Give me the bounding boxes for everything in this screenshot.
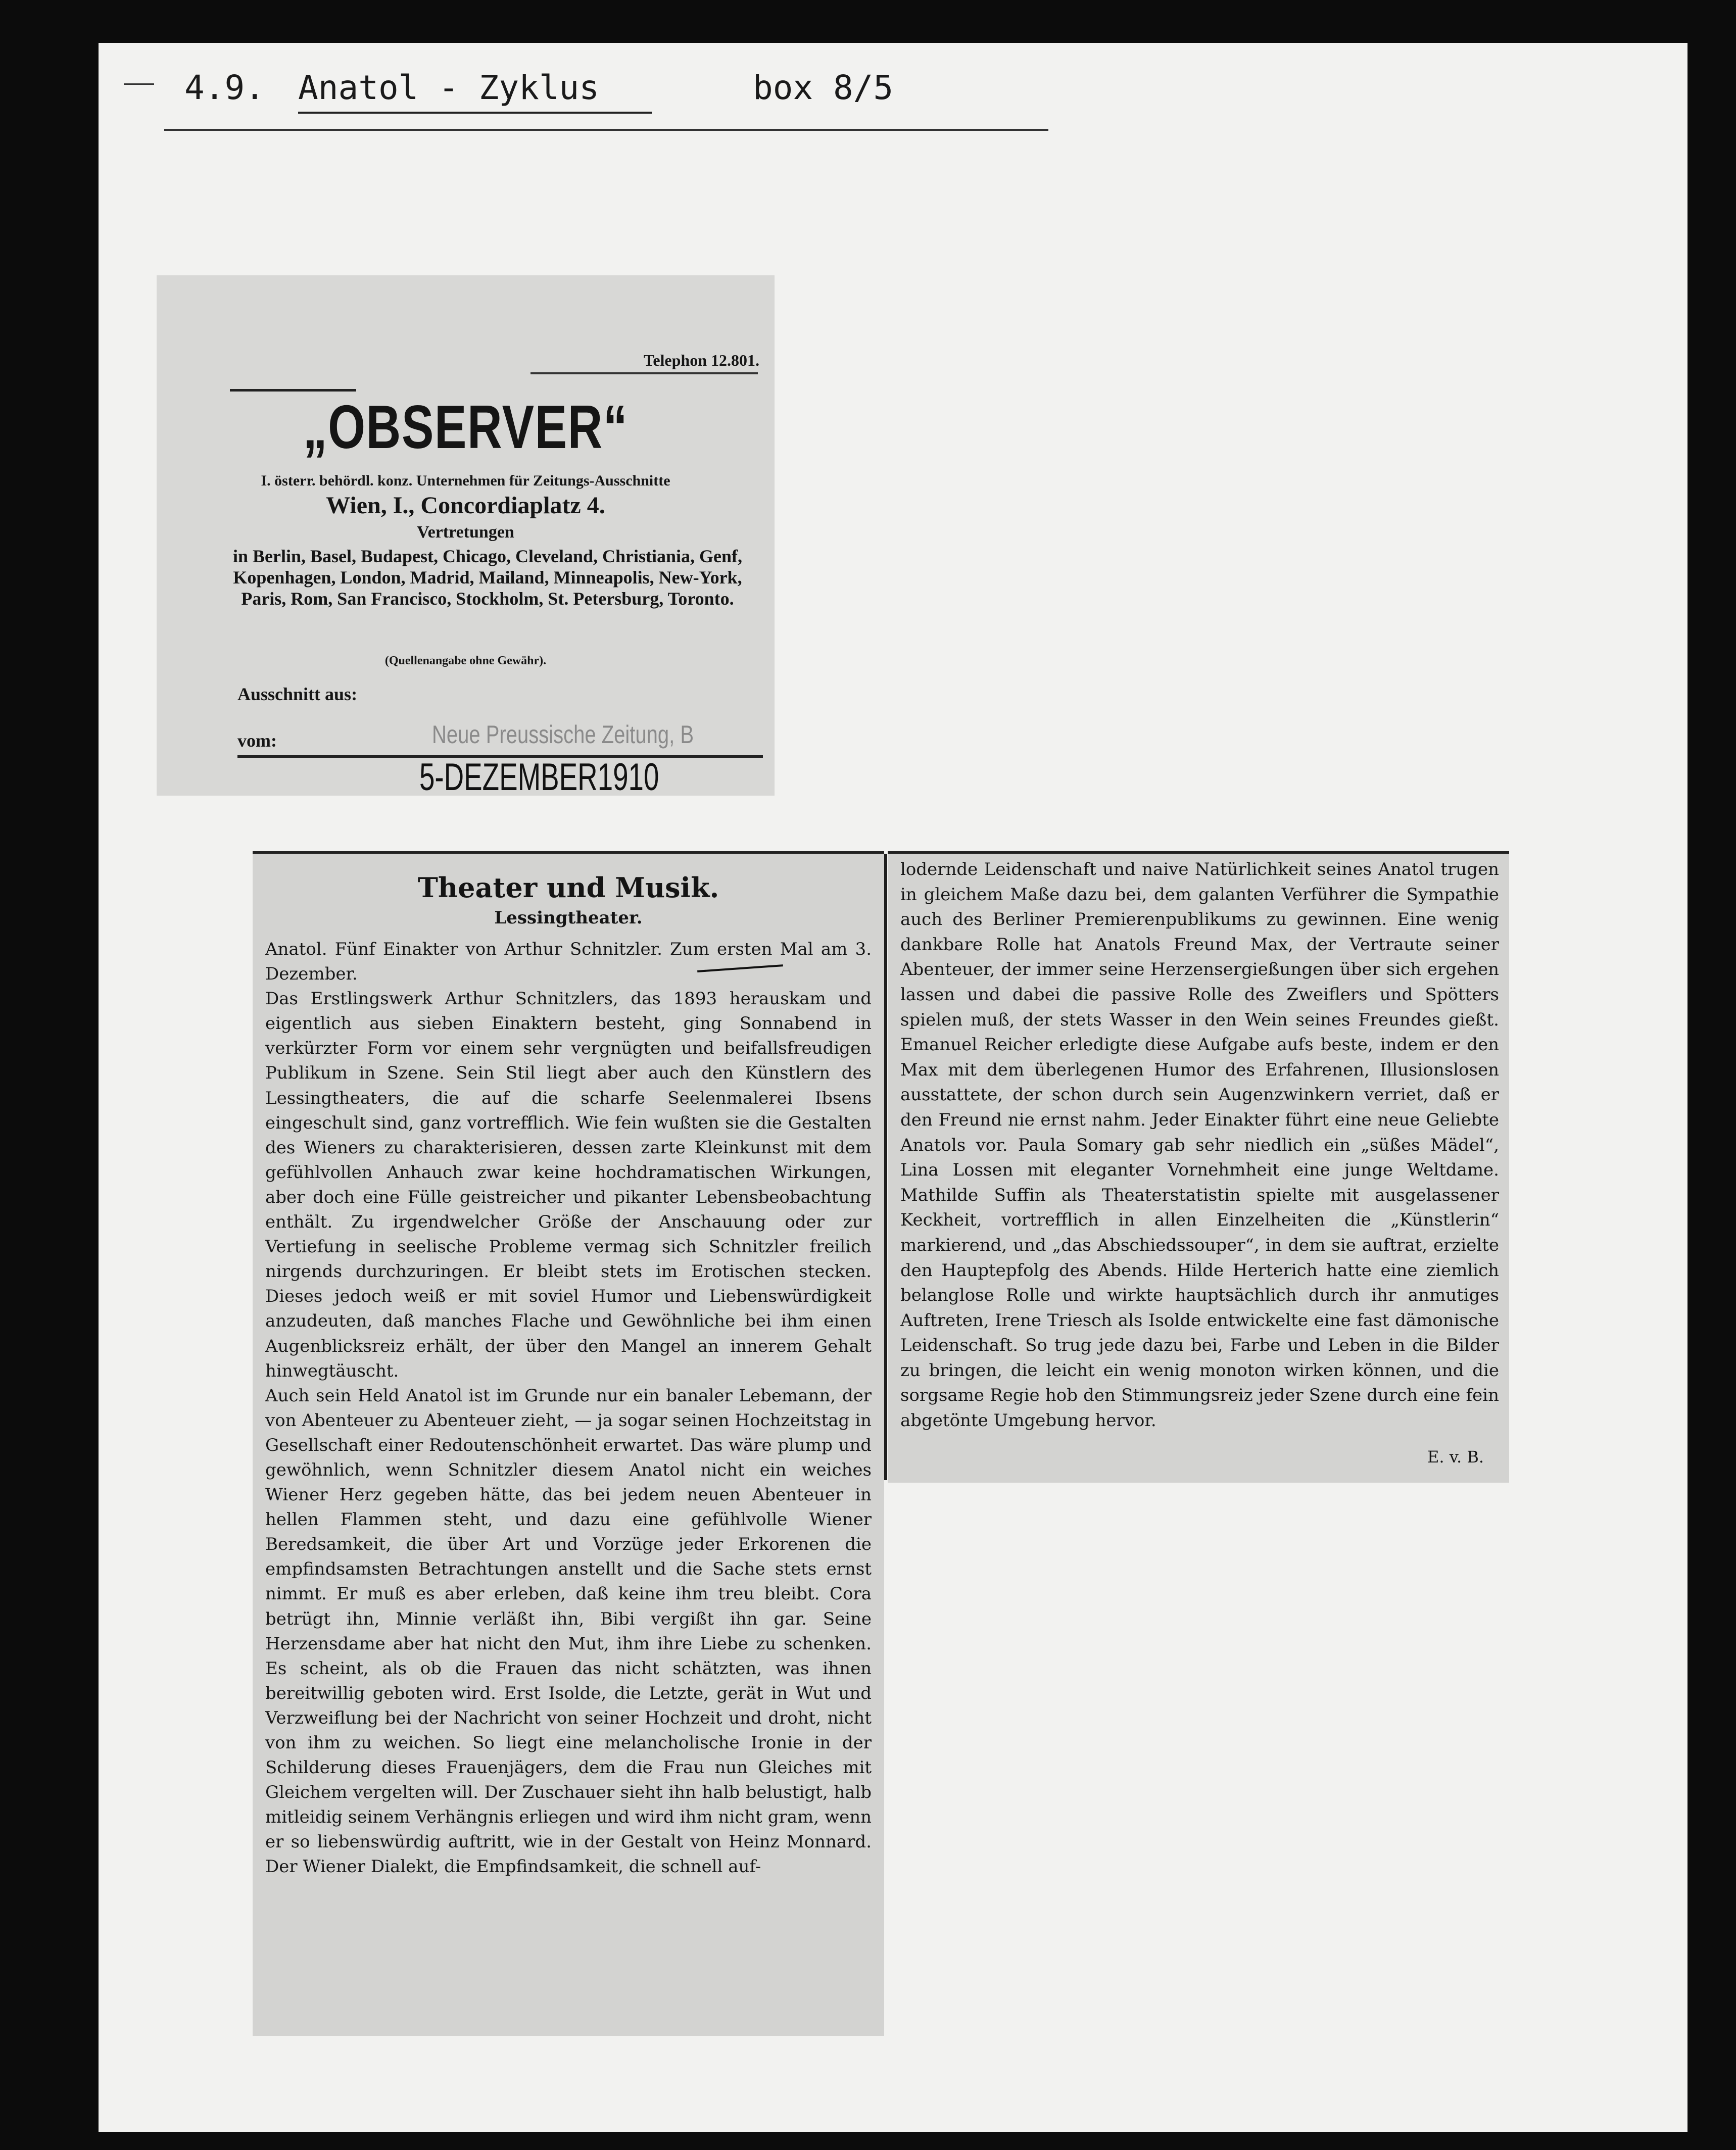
observer-description: I. österr. behördl. konz. Unternehmen für Zeitungs-Ausschnitte [261,472,670,489]
title-underline [298,112,652,114]
article-heading: Theater und Musik. [417,871,719,904]
article-text-column-1: Anatol. Fünf Einakter von Arthur Schnitzler. Zum ersten Mal am 3. Dezember. Das Erstlingswerk Arthur Schnitzlers, das 1893 herauskam und eigentlich aus sieben Einaktern besteht, ging Sonnabend in verkürzter Form vor einem sehr vergnügten und beifallsfreudigen Publikum in Szene. Sein Stil liegt aber auch den Künstlern des Lessingtheaters, die auf die scharfe Seelenmalerei Ibsens eingeschult sind, ganz vortrefflich. Wie fein wußten sie die Gestalten des Wieners zu charakterisieren, dessen zarte Kleinkunst mit dem gefühlvollen Anhauch zwar keine hochdramatischen Wirkungen, aber doch eine Fülle geistreicher und pikanter Lebensbeobachtung enthält. Zu irgendwelcher Größe der Anschauung oder zur Vertiefung in seelische Probleme vermag sich Schnitzler freilich nirgends durchzuringen. Er bleibt stets im Erotischen stecken. Dieses jedoch weiß er mit soviel Humor und Liebenswürdigkeit anzudeuten, daß manches Flache und Gewöhnliche bei ihm einen Augenblicksreiz erhält, der über den Mangel an innerem Gehalt hinwegtäuscht. Auch sein Held Anatol ist im Grunde nur ein banaler Lebemann, der von Abenteuer zu Abenteuer zieht, — ja sogar seinen Hochzeitstag in Gesellschaft einer Redoutenschönheit erwartet. Das wäre plump und gewöhnlich, wenn Schnitzler diesem Anatol nicht ein weiches Wiener Herz gegeben hätte, das bei jedem neuen Abenteuer in hellen Flammen steht, und dazu eine gefühlvolle Wiener Beredsamkeit, die über Art und Vorzüge jeder Erkorenen die empfindsamsten Betrachtungen anstellt und die Sache stets ernst nimmt. Er muß es aber erleben, daß keine ihm treu bleibt. Cora betrügt ihn, Minnie verläßt ihn, Bibi vergißt ihn gar. Seine Herzensdame aber hat nicht den Mut, ihm ihre Liebe zu schenken. Es scheint, als ob die Frauen das nicht schätzten, was ihnen bereitwillig geboten wird. Erst Isolde, die Letzte, gerät in Wut und Verzweiflung bei der Nachricht von seiner Hochzeit und droht, nicht von ihm zu weichen. So liegt eine melancholische Ironie in der Schilderung dieses Frauenjägers, dem die Frau nun Gleiches mit Gleichem vergelten will. Der Zuschauer sieht ihn halb belustigt, halb mitleidig seinem Verhängnis erliegen und wird ihm nicht gram, wenn er so liebenswürdig auftritt, wie in der Gestalt von Heinz Monnard. Der Wiener Dialekt, die Empfindsamkeit, die schnell auf- [265,939,872,1877]
date-stamp: 5-DEZEMBER1910 [419,756,659,799]
article-text-column-2: lodernde Leidenschaft und naive Natürlichkeit seines Anatol trugen in gleichem Maße dazu bei, dem galanten Verführer die Sympathie auch des Berliner Premierenpublikums zu gewinnen. Eine wenig dankbare Rolle hat Anatols Freund Max, der Vertraute seiner Abenteuer, der immer seine Herzensergießungen über sich ergehen lassen und dabei die passive Rolle des Zweiflers und Spötters spielen muß, der stets Wasser in den Wein seines Freundes gießt. Emanuel Reicher erledigte diese Aufgabe aufs beste, indem er den Max mit dem überlegenen Humor des Erfahrenen, Illusionslosen ausstattete, der schon durch sein Augenzwinkern verriet, daß er den Freund nie ernst nahm. Jeder Einakter führt eine neue Geliebte Anatols vor. Paula Somary gab sehr niedlich ein „süßes Mädel“, Lina Lossen mit eleganter Vornehmheit eine junge Weltdame. Mathilde Suffin als Theaterstatistin spielte mit ausgelassener Keckheit, vortrefflich in allen Einzelheiten die „Künstlerin“ markierend, und „das Abschiedssouper“, in dem sie auftrat, erzielte den Hauptерfolg des Abends. Hilde Herterich hatte eine ziemlich belanglose Rolle und wirkte hauptsächlich durch ihr anmutiges Auftreten, Irene Triesch als Isolde entwickelte eine fast dämonische Leidenschaft. So trug jede dazu bei, Farbe und Leben in die Bilder zu bringen, die leicht ein wenig monoton wirken können, und die sorgsame Regie hob den Stimmungsreiz jeder Szene durch eine fein abgetönte Umgebung hervor. [900,859,1499,1431]
article-subheading: Lessingtheater. [494,908,643,928]
observer-name: „OBSERVER“ [303,393,629,461]
margin-tick [124,83,154,85]
observer-phone: Telephon 12.801. [643,351,759,369]
header-number: 4.9. [184,68,265,107]
article-signature: E. v. B. [1427,1447,1484,1467]
column-top-rule [253,851,884,854]
phone-rule [531,372,758,374]
observer-note: (Quellenangabe ohne Gewähr). [384,654,547,667]
newspaper-stamp: Neue Preussische Zeitung, B [432,720,694,749]
header-rule [164,129,1048,131]
observer-vertretungen-label: Vertretungen [417,523,514,542]
observer-address: Wien, I., Concordiaplatz 4. [326,492,605,519]
observer-cities: in Berlin, Basel, Budapest, Chicago, Cleveland, Christiania, Genf, Kopenhagen, London, Madrid, Mailand, Minneapolis, New-York, Paris, Rom, San Francisco, Stockholm, St. Petersburg, Toronto. [232,546,743,609]
column-top-rule [888,851,1509,854]
article-column-1 [253,851,884,2036]
observer-clipping-label [157,275,775,799]
header-title: Anatol - Zyklus [298,68,600,107]
column-divider [884,854,887,1480]
article-column-2 [888,851,1509,1483]
archive-header [139,68,998,139]
header-box: box 8/5 [753,68,894,107]
vom-label: vom: [237,730,277,751]
ausschnitt-label: Ausschnitt aus: [237,684,358,704]
